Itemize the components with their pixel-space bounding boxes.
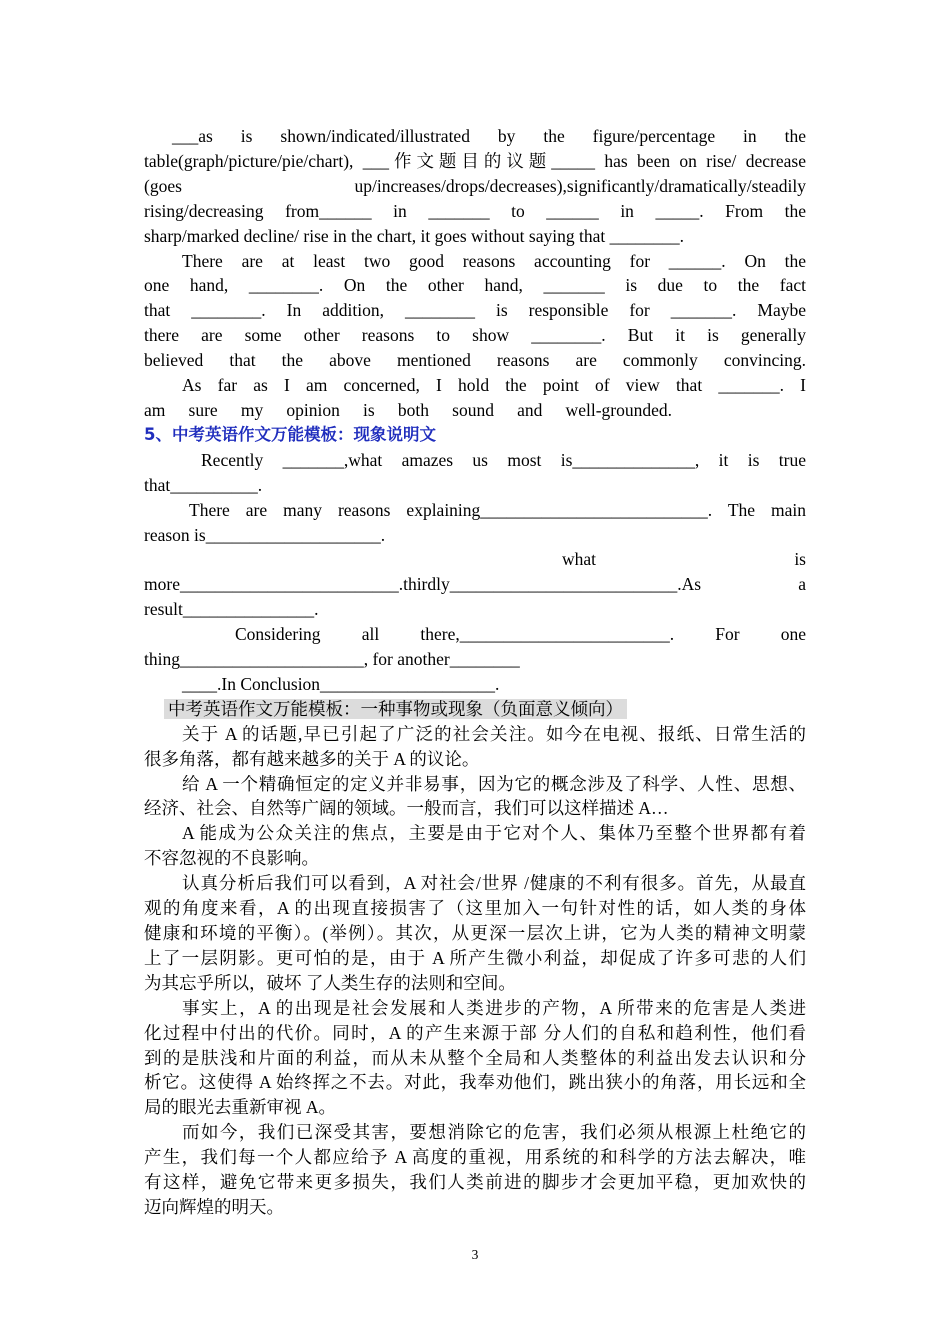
text-line: There are at least two good reasons accounting for ______. On the	[182, 250, 806, 271]
text-line: 为其忘乎所以，破坏 了人类生存的法则和空间。	[144, 972, 516, 993]
text-line: 上了一层阴影。更可怕的是，由于 A 所产生微小利益，却促成了许多可悲的人们	[144, 947, 806, 968]
text-line: There are many reasons explaining__________________________. The main	[189, 499, 806, 520]
text-line: reason is____________________.	[144, 524, 386, 545]
text-line: 事实上，A 的出现是社会发展和人类进步的产物，A 所带来的危害是人类进	[182, 997, 806, 1018]
text-line: Considering all there,________________________. For one	[235, 624, 806, 645]
paragraph-cn-2	[144, 772, 806, 822]
paragraph-cn-1	[144, 722, 806, 772]
text-line: rising/decreasing from______ in _______ to ______ in _____. From the	[144, 200, 806, 221]
text-line: ____.In Conclusion____________________.	[182, 673, 500, 694]
text-line: am sure my opinion is both sound and well-grounded.	[144, 399, 672, 420]
text-line: what is	[562, 549, 806, 570]
paragraph-phenomenon-more	[144, 547, 806, 622]
paragraph-cn-4	[144, 871, 806, 996]
text-line: 迈向辉煌的明天。	[144, 1196, 284, 1217]
paragraph-reasons	[144, 249, 806, 374]
section-heading: 5、中考英语作文万能模板：现象说明文	[144, 424, 436, 444]
text-line: 到的是肤浅和片面的利益，而从未从整个全局和人类整体的利益出发去认识和分	[144, 1047, 806, 1068]
text-line: 化过程中付出的代价。同时，A 的产生来源于部 分人们的自私和趋利性，他们看	[144, 1022, 806, 1043]
text-line: 经济、社会、自然等广阔的领域。一般而言，我们可以这样描述 A…	[144, 798, 669, 819]
text-line: that ________. In addition, ________ is responsible for _______. Maybe	[144, 300, 806, 321]
text-line: A 能成为公众关注的焦点，主要是由于它对个人、集体乃至整个世界都有着	[182, 823, 806, 844]
paragraph-phenomenon-reasons	[144, 498, 806, 548]
paragraph-phenomenon-intro	[144, 448, 806, 498]
section-heading: 中考英语作文万能模板：一种事物或现象（负面意义倾向）	[164, 699, 627, 719]
paragraph-phenomenon-considering	[144, 622, 806, 672]
text-line: thing_____________________, for another________	[144, 649, 520, 670]
text-line: 认真分析后我们可以看到，A 对社会/世界 /健康的不利有很多。首先，从最直	[182, 873, 806, 894]
text-line: sharp/marked decline/ rise in the chart, it goes without saying that ________.	[144, 225, 684, 246]
text-line: 而如今，我们已深受其害，要想消除它的危害，我们必须从根源上杜绝它的	[182, 1122, 806, 1143]
text-line: 有这样，避免它带来更多损失，我们人类前进的脚步才会更加平稳，更加欢快的	[144, 1172, 806, 1193]
text-line: believed that the above mentioned reasons are commonly convincing.	[144, 350, 806, 371]
text-line: As far as I am concerned, I hold the point of view that _______. I	[182, 375, 806, 396]
text-line: 不容忽视的不良影响。	[144, 848, 319, 869]
text-line: (goes up/increases/drops/decreases),significantly/dramatically/steadily	[144, 175, 806, 196]
paragraph-cn-6	[144, 1120, 806, 1220]
text-line: more_________________________.thirdly__________________________.As a	[144, 574, 806, 595]
page-number: 3	[471, 1247, 479, 1262]
paragraph-opinion	[144, 373, 806, 423]
text-line: result_______________.	[144, 599, 319, 620]
text-line: ___as is shown/indicated/illustrated by the figure/percentage in the	[172, 126, 806, 146]
text-line: 很多角落，都有越来越多的关于 A 的议论。	[144, 748, 480, 769]
text-line: 局的眼光去重新审视 A。	[144, 1097, 337, 1118]
text-line: Recently _______,what amazes us most is______________, it is true	[201, 449, 806, 470]
text-line: one hand, ________. On the other hand, _______ is due to the fact	[144, 275, 806, 296]
paragraph-phenomenon-conclusion	[144, 672, 806, 697]
document-body	[144, 124, 806, 1220]
paragraph-chart-intro	[144, 124, 806, 249]
paragraph-cn-5	[144, 996, 806, 1121]
text-line: 关于 A 的话题,早已引起了广泛的社会关注。如今在电视、报纸、日常生活的	[182, 723, 806, 744]
text-line: 产生，我们每一个人都应给予 A 高度的重视，用系统的和科学的方法去解决，唯	[144, 1147, 806, 1168]
text-line: 给 A 一个精确恒定的定义并非易事，因为它的概念涉及了科学、人性、思想、	[182, 773, 806, 794]
text-line: 健康和环境的平衡）。(举例）。其次，从更深一层次上讲，它为人类的精神文明蒙	[144, 923, 806, 943]
text-line: table(graph/picture/pie/chart), ___作文题目的议题_____ has been on rise/ decrease	[144, 150, 806, 171]
shaded-heading-line	[144, 697, 806, 722]
text-line: 观的角度来看，A 的出现直接损害了（这里加入一句针对性的话，如人类的身体	[144, 898, 806, 919]
text-line: that__________.	[144, 474, 263, 495]
paragraph-cn-3	[144, 821, 806, 871]
text-line: 析它。这使得 A 始终挥之不去。对此，我奉劝他们，跳出狭小的角落，用长远和全	[144, 1072, 806, 1093]
text-line: there are some other reasons to show ________. But it is generally	[144, 325, 806, 346]
